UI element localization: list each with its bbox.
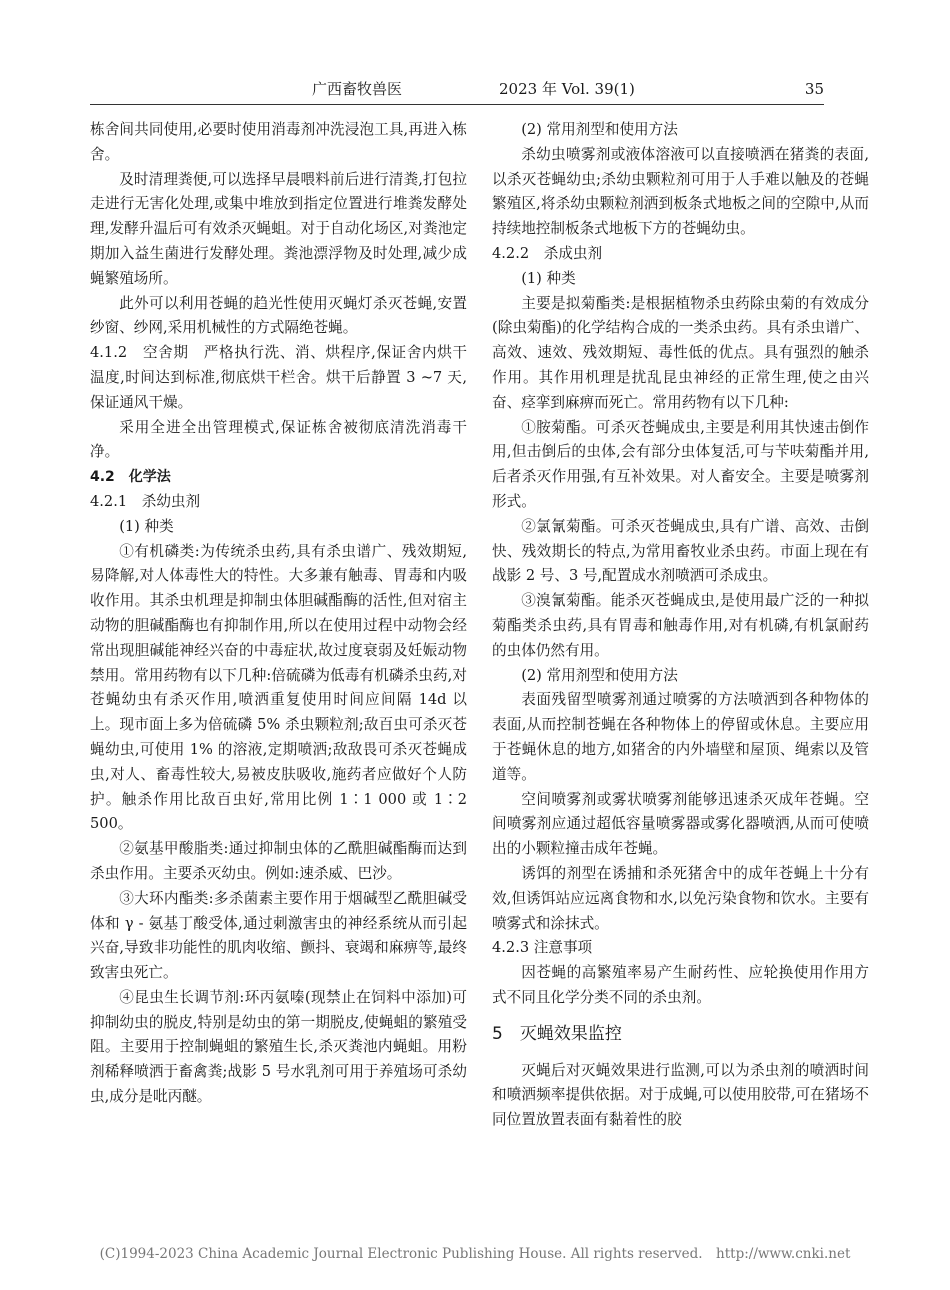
paragraph: 主要是拟菊酯类:是根据植物杀虫药除虫菊的有效成分(除虫菊酯)的化学结构合成的一类杀虫药。具有杀虫谱广、高效、速效、残效期短、毒性低的优点。具有强烈的触杀作用。其作用机理是扰乱昆虫神经的正常生理,使之由兴奋、痉挛到麻痹而死亡。常用药物有以下几种:: [492, 294, 869, 411]
running-header: [90, 78, 824, 100]
copyright-footer: (C)1994-2023 China Academic Journal Electronic Publishing House. All rights reserved. http://www.cnki.net: [99, 1246, 851, 1262]
paragraph: 栋舍间共同使用,必要时使用消毒剂冲洗浸泡工具,再进入栋舍。: [90, 121, 467, 163]
right-column: [492, 118, 869, 1133]
subsection-heading: 4.2.3 注意事项: [492, 939, 593, 957]
paragraph: ②氯氰菊酯。可杀灭苍蝇成虫,具有广谱、高效、击倒快、残效期长的特点,为常用畜牧业杀虫药。市面上现在有战影 2 号、3 号,配置成水剂喷洒可杀成虫。: [492, 517, 869, 585]
paragraph: (2) 常用剂型和使用方法: [521, 666, 678, 684]
paragraph: 诱饵的剂型在诱捕和杀死猪舍中的成年苍蝇上十分有效,但诱饵站应远离食物和水,以免污染食物和饮水。主要有喷雾式和涂抹式。: [492, 864, 869, 932]
subsection-heading: 4.1.2 空舍期 严格执行洗、消、烘程序,保证舍内烘干温度,时间达到标准,彻底烘干栏舍。烘干后静置 3 ~7 天,保证通风干燥。: [90, 344, 467, 411]
paragraph: ③大环内酯类:多杀菌素主要作用于烟碱型乙酰胆碱受体和 γ - 氨基丁酸受体,通过刺激害虫的神经系统从而引起兴奋,导致非功能性的肌肉收缩、颤抖、衰竭和麻痹等,最终致害虫死亡。: [90, 889, 467, 982]
paragraph: ④昆虫生长调节剂:环丙氨嗪(现禁止在饲料中添加)可抑制幼虫的脱皮,特别是幼虫的第一期脱皮,使蝇蛆的繁殖受阻。主要用于控制蝇蛆的繁殖生长,杀灭粪池内蝇蛆。用粉剂稀释喷洒于畜禽粪;战影 5 号水乳剂可用于养殖场可杀幼虫,成分是吡丙醚。: [90, 988, 467, 1106]
paragraph: ②氨基甲酸脂类:通过抑制虫体的乙酰胆碱酯酶而达到杀虫作用。主要杀灭幼虫。例如:速杀威、巴沙。: [90, 840, 467, 882]
paragraph: (1) 种类: [521, 269, 576, 287]
page-number: 35: [804, 80, 824, 98]
paragraph: ①胺菊酯。可杀灭苍蝇成虫,主要是利用其快速击倒作用,但击倒后的虫体,会有部分虫体复活,可与苄呋菊酯并用,后者杀灭作用强,有互补效果。对人畜安全。主要是喷雾剂形式。: [492, 418, 869, 510]
paragraph: (2) 常用剂型和使用方法: [521, 121, 678, 138]
paragraph: 及时清理粪便,可以选择早晨喂料前后进行清粪,打包拉走进行无害化处理,或集中堆放到指定位置进行堆粪发酵处理,发酵升温后可有效杀灭蝇蛆。对于自动化场区,对粪池定期加入益生菌进行发酵处理。粪池漂浮物及时处理,减少成蝇繁殖场所。: [90, 170, 467, 287]
issue-info: 2023 年 Vol. 39(1): [499, 80, 635, 98]
paragraph: ③溴氰菊酯。能杀灭苍蝇成虫,是使用最广泛的一种拟菊酯类杀虫药,具有胃毒和触毒作用,对有机磷,有机氯耐药的虫体仍然有用。: [492, 592, 869, 659]
paragraph: 杀幼虫喷雾剂或液体溶液可以直接喷洒在猪粪的表面,以杀灭苍蝇幼虫;杀幼虫颗粒剂可用于人手难以触及的苍蝇繁殖区,将杀幼虫颗粒剂洒到板条式地板之间的空隙中,从而持续地控制板条式地板下方的苍蝇幼虫。: [492, 145, 869, 238]
paragraph: 空间喷雾剂或雾状喷雾剂能够迅速杀灭成年苍蝇。空间喷雾剂应通过超低容量喷雾器或雾化器喷洒,从而可使喷出的小颗粒撞击成年苍蝇。: [492, 790, 869, 858]
paragraph: 灭蝇后对灭蝇效果进行监测,可以为杀虫剂的喷洒时间和喷洒频率提供依据。对于成蝇,可以使用胶带,可在猪场不同位置放置表面有黏着性的胶: [492, 1061, 869, 1129]
subsection-heading: 4.2.1 杀幼虫剂: [90, 492, 201, 510]
paragraph: 采用全进全出管理模式,保证栋舍被彻底清洗消毒干净。: [90, 418, 467, 461]
paragraph: 因苍蝇的高繁殖率易产生耐药性、应轮换使用作用方式不同且化学分类不同的杀虫剂。: [492, 964, 869, 1006]
header-rule: [90, 104, 824, 105]
journal-name: 广西畜牧兽医: [312, 80, 403, 98]
paragraph: (1) 种类: [119, 517, 174, 535]
paragraph: ①有机磷类:为传统杀虫药,具有杀虫谱广、残效期短,易降解,对人体毒性大的特性。大多兼有触毒、胃毒和内吸收作用。其杀虫机理是抑制虫体胆碱酯酶的活性,但对宿主动物的胆碱酯酶也有抑制作用,所以在使用过程中动物会经常出现胆碱能神经兴奋的中毒症状,故过度衰弱及妊娠动物禁用。常用药物有以下几种:倍硫磷为低毒有机磷杀虫药,对苍蝇幼虫有杀灭作用,喷洒重复使用时间应间隔 14d 以上。现市面上多为倍硫磷 5% 杀虫颗粒剂;敌百虫可杀灭苍蝇幼虫,可使用 1% 的溶液,定期喷洒;敌敌畏可杀灭苍蝇成虫,对人、畜毒性较大,易被皮肤吸收,施药者应做好个人防护。触杀作用比敌百虫好,常用比例 1∶1 000 或 1∶2 500。: [90, 542, 467, 833]
paragraph: 表面残留型喷雾剂通过喷雾的方法喷洒到各种物体的表面,从而控制苍蝇在各种物体上的停留或休息。主要应用于苍蝇休息的地方,如猪舍的内外墙壁和屋顶、绳索以及管道等。: [492, 691, 869, 783]
paragraph: 此外可以利用苍蝇的趋光性使用灭蝇灯杀灭苍蝇,安置纱窗、纱网,采用机械性的方式隔绝苍蝇。: [90, 294, 467, 337]
left-column: [90, 118, 467, 1110]
section-heading: 4.2 化学法: [90, 469, 171, 486]
section-title: 5 灭蝇效果监控: [492, 1023, 622, 1044]
subsection-heading: 4.2.2 杀成虫剂: [492, 244, 603, 262]
